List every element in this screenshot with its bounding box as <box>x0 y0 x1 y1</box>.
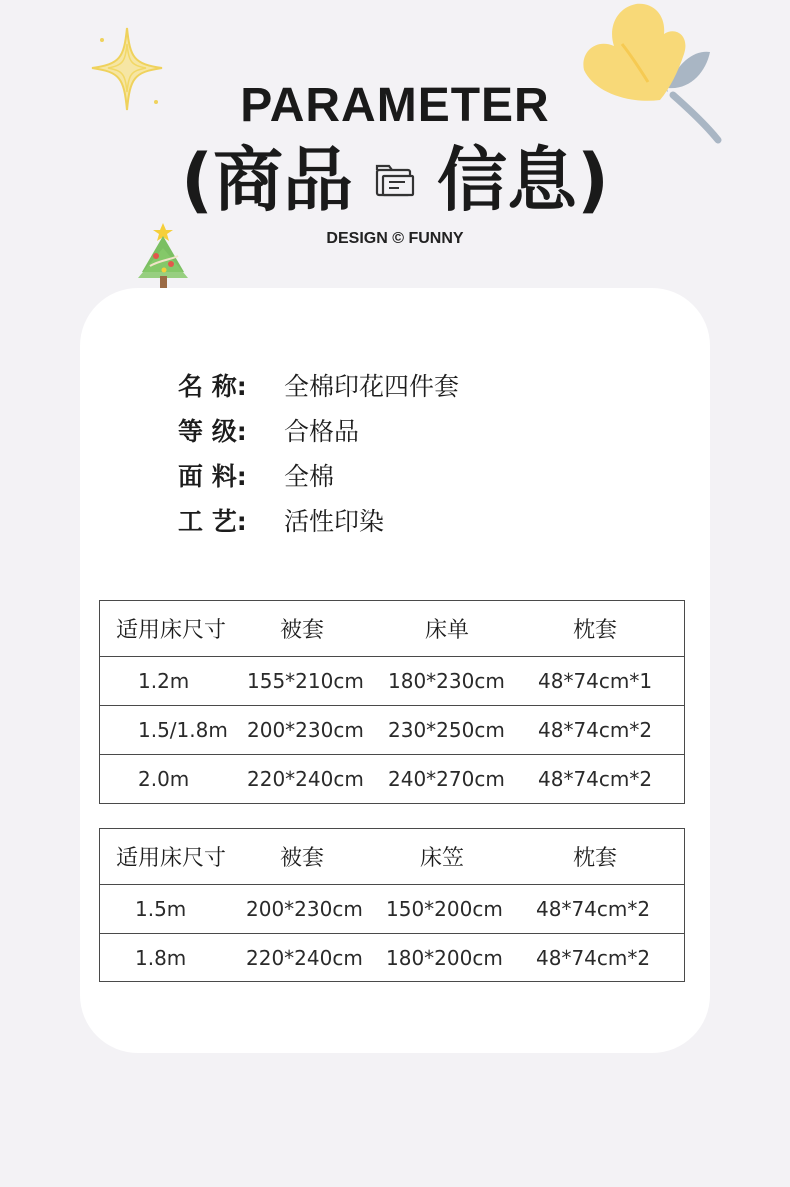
header-cell: 枕套 <box>573 618 618 643</box>
sheet-cell: 180*230cm <box>388 669 505 693</box>
duvet-cell: 200*230cm <box>246 897 363 921</box>
duvet-cell: 220*240cm <box>246 945 363 970</box>
folder-icon <box>375 162 415 198</box>
info-row-fabric <box>178 452 459 497</box>
info-label: 名 称: <box>178 371 247 401</box>
pillowcase-cell: 48*74cm*1 <box>538 669 653 693</box>
info-value: 合格品 <box>284 416 360 446</box>
header-cell: 适用床尺寸 <box>116 618 227 643</box>
title-cn-right: 信息) <box>437 139 609 221</box>
title-cn-left: (商品 <box>181 139 353 221</box>
pillowcase-cell: 48*74cm*2 <box>538 718 653 742</box>
header-cell: 适用床尺寸 <box>116 846 227 871</box>
info-value: 活性印染 <box>284 506 385 536</box>
info-value: 全棉印花四件套 <box>284 371 460 401</box>
info-row-craft <box>178 497 459 542</box>
info-value: 全棉 <box>284 461 335 491</box>
fitted-sheet-cell: 180*200cm <box>386 945 503 970</box>
header-cell: 被套 <box>280 618 325 643</box>
pillowcase-cell: 48*74cm*2 <box>536 945 651 970</box>
table-row <box>100 933 684 981</box>
size-table-fitted <box>99 828 685 982</box>
table-header-row <box>100 601 684 656</box>
info-row-grade <box>178 407 459 452</box>
product-info-list <box>178 362 459 542</box>
table-row <box>100 884 684 933</box>
sheet-cell: 240*270cm <box>388 767 505 791</box>
size-cell: 1.5/1.8m <box>138 718 228 742</box>
header-cell: 床笠 <box>420 846 465 871</box>
parameter-title: PARAMETER <box>240 79 550 132</box>
table-row <box>100 656 684 705</box>
size-cell: 1.8m <box>135 945 187 970</box>
info-label: 等 级: <box>178 416 247 446</box>
duvet-cell: 155*210cm <box>247 669 364 693</box>
pillowcase-cell: 48*74cm*2 <box>538 767 653 791</box>
sheet-cell: 230*250cm <box>388 718 505 742</box>
size-cell: 1.2m <box>138 669 190 693</box>
table-row <box>100 705 684 754</box>
table-row <box>100 754 684 803</box>
header-cell: 枕套 <box>573 846 618 871</box>
info-label: 面 料: <box>178 461 247 491</box>
header-cell: 被套 <box>280 846 325 871</box>
size-table-sheet <box>99 600 685 804</box>
design-credit: DESIGN © FUNNY <box>326 230 464 247</box>
duvet-cell: 220*240cm <box>247 767 364 791</box>
header-cell: 床单 <box>425 618 470 643</box>
fitted-sheet-cell: 150*200cm <box>386 897 503 921</box>
product-info-title <box>0 138 790 222</box>
size-cell: 2.0m <box>138 767 190 791</box>
info-row-name <box>178 362 459 407</box>
duvet-cell: 200*230cm <box>247 718 364 742</box>
table-header-row <box>100 829 684 884</box>
pillowcase-cell: 48*74cm*2 <box>536 897 651 921</box>
info-label: 工 艺: <box>178 506 247 536</box>
size-cell: 1.5m <box>135 897 187 921</box>
